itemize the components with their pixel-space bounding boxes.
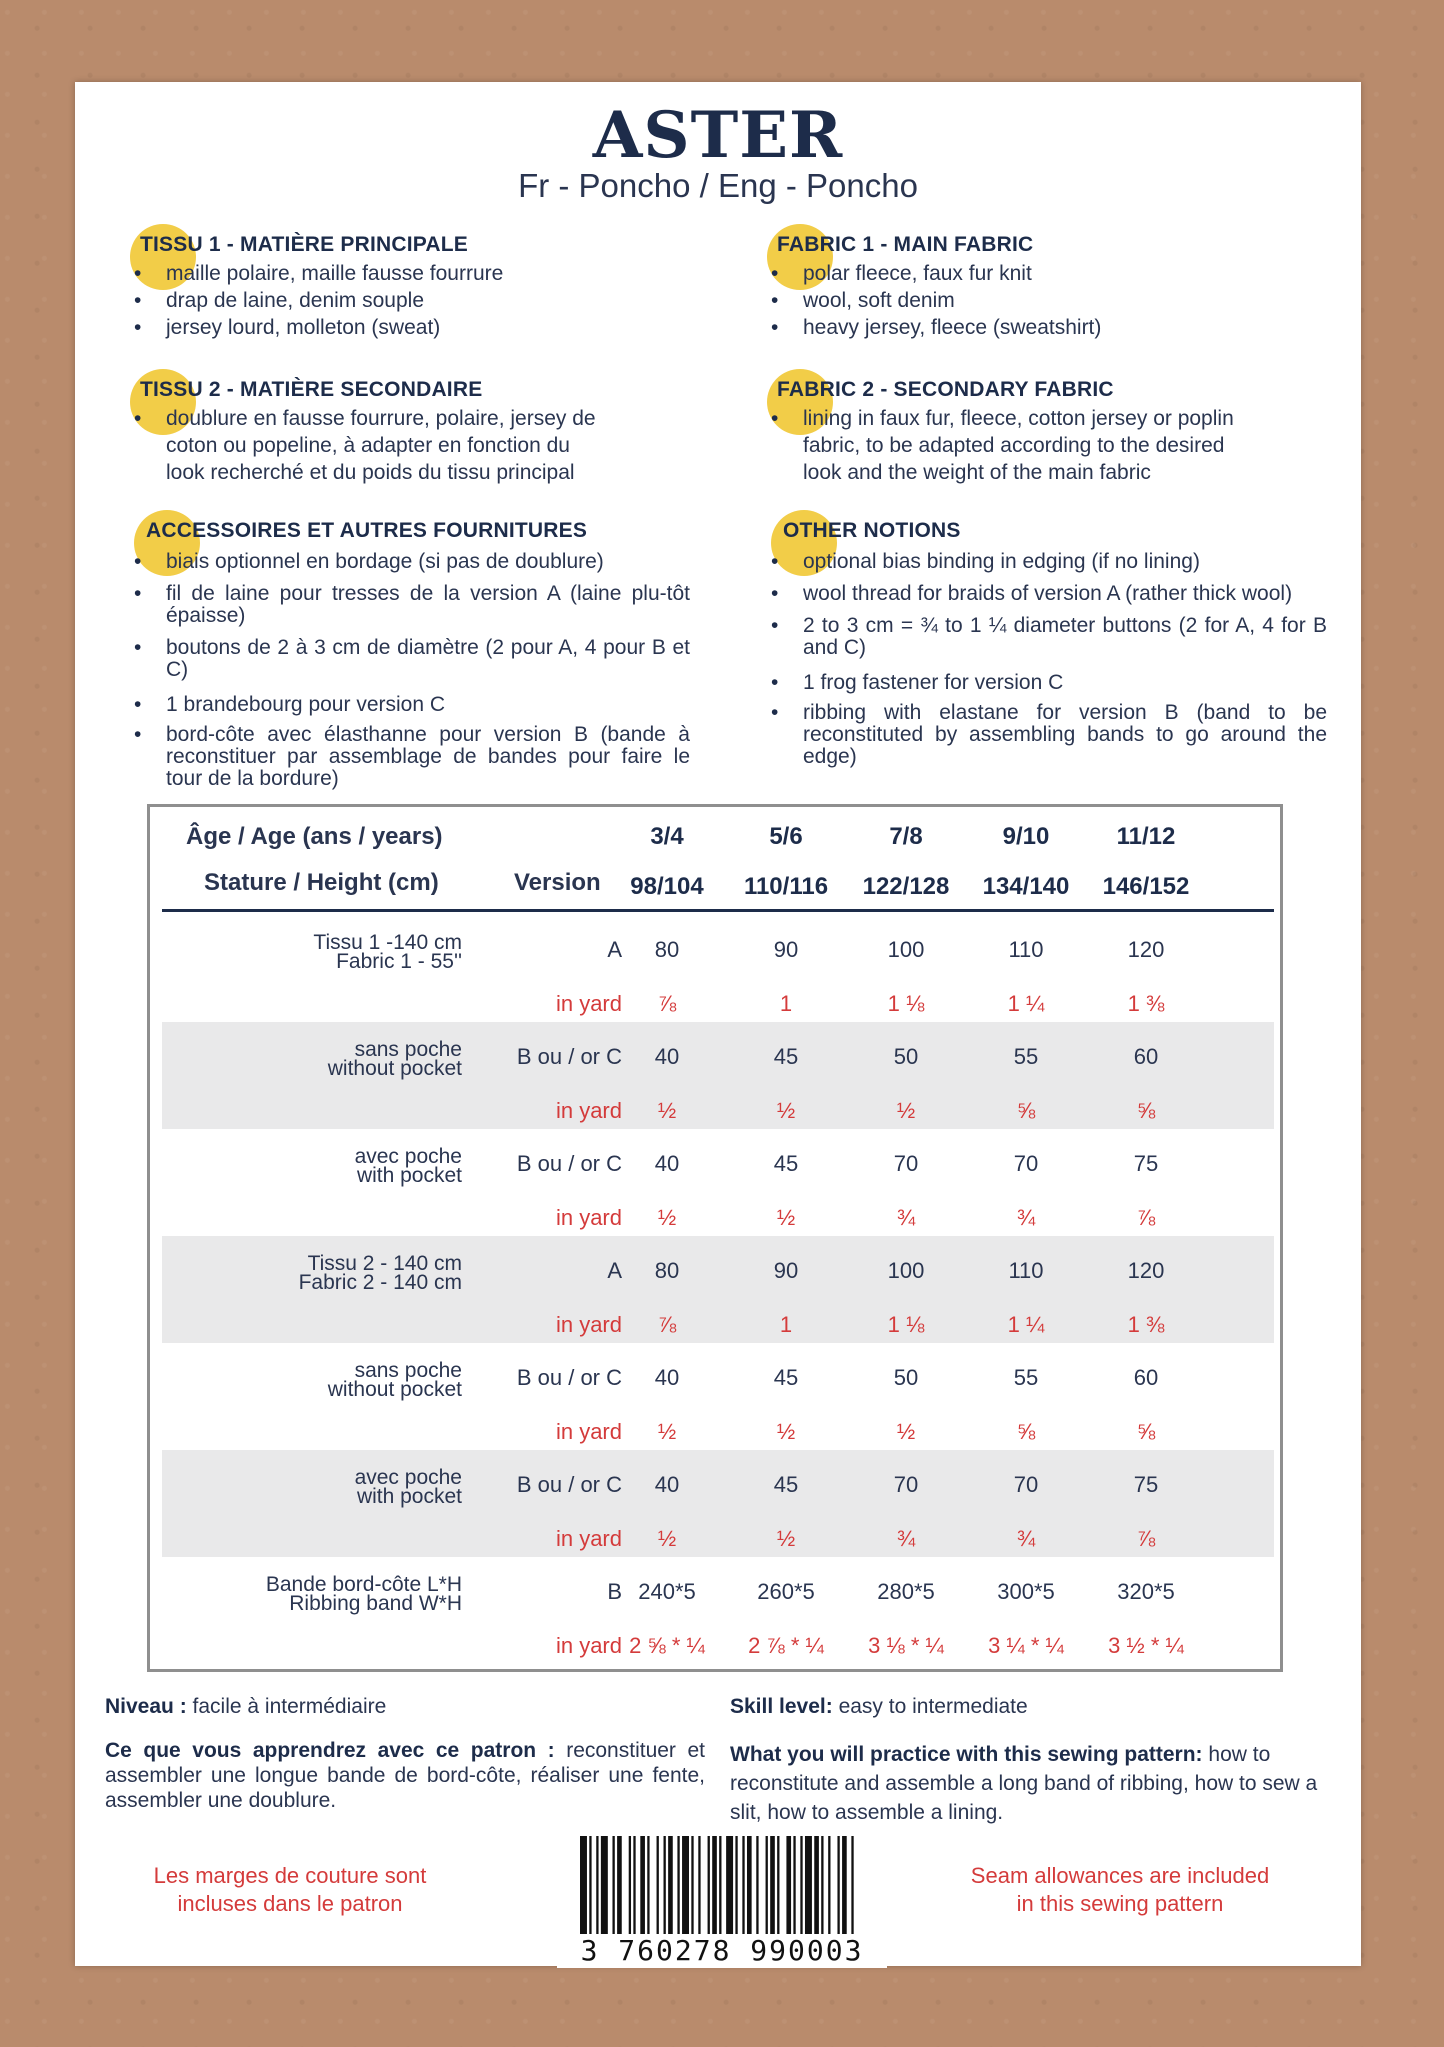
fr-seam-note — [135, 1862, 445, 1918]
en-level — [730, 1694, 1330, 1719]
table-row — [162, 1557, 1274, 1664]
row-label — [162, 1468, 462, 1506]
version-cell: B ou / or C — [516, 1365, 622, 1390]
yard-cell: ½ — [896, 1419, 916, 1444]
version-cell: B ou / or C — [516, 1044, 622, 1069]
row-label-line: with pocket — [356, 1485, 462, 1508]
version-cell: B ou / or C — [516, 1151, 622, 1176]
row-label-line: sans poche — [354, 1359, 462, 1382]
height-cell: 122/128 — [862, 873, 950, 900]
line: look and the weight of the main fabric — [803, 461, 1151, 484]
yard-cell: 1 — [779, 991, 793, 1016]
yard-cell: 3 ⅛ * ¼ — [868, 1633, 944, 1658]
yard-cell: ⅝ — [1136, 1419, 1156, 1444]
barcode-bar — [828, 1836, 830, 1936]
line: • doublure en fausse fourrure, polaire, jersey de — [166, 407, 596, 430]
yard-cell: ½ — [657, 1419, 677, 1444]
barcode-bar — [814, 1836, 819, 1936]
barcode-bar — [682, 1836, 689, 1936]
list-item: • jersey lourd, molleton (sweat) — [166, 314, 690, 341]
cm-cell: 240*5 — [638, 1579, 696, 1604]
yard-cell: ¾ — [1016, 1205, 1036, 1230]
list-item: • drap de laine, denim souple — [166, 287, 690, 314]
yard-cell: ½ — [896, 1098, 916, 1123]
list-item: • 1 frog fastener for version C — [803, 669, 1327, 696]
cm-cell: 100 — [887, 1258, 925, 1283]
fr-fabric2-heading: TISSU 2 - MATIÈRE SECONDAIRE — [140, 378, 483, 401]
yard-cell: ⅝ — [1016, 1098, 1036, 1123]
age-cell: 9/10 — [1002, 823, 1050, 850]
en-fabric1-section — [767, 230, 1327, 341]
yard-cell: ½ — [657, 1526, 677, 1551]
row-label-line: Fabric 2 - 140 cm — [298, 1271, 462, 1294]
cm-cell: 90 — [773, 1258, 799, 1283]
fr-fabric1-section — [130, 230, 690, 341]
barcode-number: 3 760278 990003 — [557, 1934, 887, 1968]
height-cell: 110/116 — [743, 873, 829, 900]
cm-cell: 40 — [654, 1151, 680, 1176]
fr-level-value: facile à intermédiaire — [186, 1695, 387, 1718]
yard-cell: ⅞ — [1136, 1526, 1156, 1551]
version-cell: B — [607, 1579, 622, 1604]
cm-cell: 45 — [773, 1151, 799, 1176]
page-title: ASTER — [592, 98, 844, 173]
list-item: • optional bias binding in edging (if no lining) — [803, 548, 1327, 575]
barcode-bar — [712, 1836, 717, 1936]
en-level-label: Skill level: — [730, 1695, 833, 1718]
cm-cell: 45 — [773, 1044, 799, 1069]
cm-cell: 120 — [1127, 1258, 1165, 1283]
barcode-bar — [677, 1836, 679, 1936]
barcode-bar — [596, 1836, 598, 1936]
table-row — [162, 1343, 1274, 1450]
yard-cell: ½ — [776, 1205, 796, 1230]
row-label-line: Tissu 1 -140 cm — [313, 931, 462, 954]
list-item: • bord-côte avec élasthanne pour version B (bande à reconstituer par assemblage de bandes pour faire le tour de la bordure) — [166, 724, 690, 790]
barcode-bar — [851, 1836, 853, 1948]
cm-cell: 300*5 — [997, 1579, 1055, 1604]
yard-cell: 2 ⅞ * ¼ — [748, 1633, 824, 1658]
yard-cell: ¾ — [1016, 1526, 1036, 1551]
row-label — [162, 1147, 462, 1185]
row-label-line: without pocket — [327, 1057, 462, 1080]
yard-cell: ⅞ — [657, 1312, 677, 1337]
barcode-bar — [629, 1836, 631, 1936]
yard-label: in yard — [555, 1098, 622, 1123]
list-item: • wool thread for braids of version A (rather thick wool) — [803, 583, 1327, 605]
age-cell: 5/6 — [769, 823, 803, 850]
list-item: • heavy jersey, fleece (sweatshirt) — [803, 314, 1327, 341]
cm-cell: 50 — [893, 1365, 919, 1390]
yard-cell: ½ — [657, 1205, 677, 1230]
fr-notions-heading: ACCESSOIRES ET AUTRES FOURNITURES — [146, 519, 588, 542]
fr-fabric2-list — [130, 405, 690, 486]
barcode-bar — [668, 1836, 673, 1936]
en-level-value: easy to intermediate — [832, 1695, 1028, 1718]
barcode-bar — [756, 1836, 758, 1936]
row-label-line: with pocket — [356, 1164, 462, 1187]
barcode-bar — [805, 1836, 812, 1936]
yard-cell: ¾ — [896, 1526, 916, 1551]
yard-label: in yard — [555, 1205, 622, 1230]
cm-cell: 70 — [1013, 1151, 1039, 1176]
cm-cell: 40 — [654, 1365, 680, 1390]
barcode-bar — [698, 1836, 700, 1936]
yard-cell: 1 ¼ — [1007, 1312, 1045, 1337]
cm-cell: 110 — [1008, 937, 1044, 962]
cm-cell: 40 — [654, 1472, 680, 1497]
en-learn-label: What you will practice with this sewing pattern: — [730, 1743, 1203, 1766]
yard-cell: ½ — [776, 1526, 796, 1551]
barcode-bar — [842, 1836, 847, 1936]
barcode-bar — [719, 1836, 721, 1948]
yard-label: in yard — [555, 1312, 622, 1337]
row-label-line: without pocket — [327, 1378, 462, 1401]
en-fabric1-list — [767, 260, 1327, 341]
row-label-line: Ribbing band W*H — [289, 1592, 462, 1615]
yard-cell: 3 ½ * ¼ — [1108, 1633, 1184, 1658]
height-label: Stature / Height (cm) — [204, 869, 439, 896]
age-label: Âge / Age (ans / years) — [186, 823, 443, 850]
list-item: • 2 to 3 cm = ¾ to 1 ¼ diameter buttons (2 for A, 4 for B and C) — [803, 615, 1327, 659]
table-row — [162, 915, 1274, 1022]
barcode-bar — [766, 1836, 768, 1936]
en-fabric2-heading: FABRIC 2 - SECONDARY FABRIC — [777, 378, 1114, 401]
cm-cell: 60 — [1133, 1044, 1159, 1069]
cm-cell: 70 — [1013, 1472, 1039, 1497]
yard-cell: ⅝ — [1016, 1419, 1036, 1444]
yard-cell: ½ — [657, 1098, 677, 1123]
list-item — [166, 405, 690, 486]
barcode-bar — [837, 1836, 839, 1936]
header-divider — [162, 909, 1274, 912]
list-item: • biais optionnel en bordage (si pas de doublure) — [166, 548, 690, 575]
cm-cell: 90 — [773, 937, 799, 962]
cm-cell: 280*5 — [877, 1579, 935, 1604]
age-cell: 3/4 — [650, 823, 684, 850]
row-label-line: Fabric 1 - 55'' — [336, 950, 462, 973]
list-item: • polar fleece, faux fur knit — [803, 260, 1327, 287]
height-cell: 146/152 — [1102, 873, 1190, 900]
yard-cell: 1 ⅛ — [887, 991, 925, 1016]
line: in this sewing pattern — [1016, 1891, 1224, 1916]
fr-learn — [105, 1738, 705, 1813]
row-label-line: Bande bord-côte L*H — [265, 1573, 462, 1596]
line: coton ou popeline, à adapter en fonction du — [166, 434, 570, 457]
barcode-bar — [691, 1836, 693, 1936]
fr-notions-list — [130, 548, 690, 790]
fr-learn-label: Ce que vous apprendrez avec ce patron : — [105, 1739, 555, 1762]
cm-cell: 75 — [1133, 1472, 1159, 1497]
list-item: • wool, soft denim — [803, 287, 1327, 314]
barcode-bar — [777, 1836, 779, 1936]
en-fabric1-heading: FABRIC 1 - MAIN FABRIC — [777, 233, 1034, 256]
version-cell: A — [607, 937, 622, 962]
row-label-line: avec poche — [354, 1466, 462, 1489]
version-cell: A — [607, 1258, 622, 1283]
barcode-bar — [657, 1836, 659, 1936]
row-label — [162, 1254, 462, 1292]
version-cell: B ou / or C — [516, 1472, 622, 1497]
barcode-bar — [601, 1836, 608, 1936]
cm-cell: 45 — [773, 1365, 799, 1390]
barcode-bar — [793, 1836, 795, 1936]
yard-cell: ⅝ — [1136, 1098, 1156, 1123]
yard-cell: 1 ⅛ — [887, 1312, 925, 1337]
cm-cell: 120 — [1127, 937, 1165, 962]
en-notions-heading: OTHER NOTIONS — [783, 519, 961, 542]
barcode-bar — [747, 1836, 752, 1936]
yard-cell: 1 ⅜ — [1127, 991, 1165, 1016]
barcode-bar — [640, 1836, 645, 1936]
yard-label: in yard — [555, 991, 622, 1016]
barcode-bar — [617, 1836, 622, 1936]
fr-learn-value: reconstituer et assembler une longue bande de bord-côte, réaliser une fente, assembler une doublure. — [105, 1739, 705, 1812]
yard-cell: 1 ⅜ — [1127, 1312, 1165, 1337]
yard-label: in yard — [555, 1633, 622, 1658]
row-label — [162, 1361, 462, 1399]
row-label-line: sans poche — [354, 1038, 462, 1061]
yard-cell: 3 ¼ * ¼ — [988, 1633, 1064, 1658]
cm-cell: 260*5 — [757, 1579, 815, 1604]
cm-cell: 70 — [893, 1151, 919, 1176]
cm-cell: 50 — [893, 1044, 919, 1069]
age-cell: 7/8 — [889, 823, 923, 850]
barcode-bar — [726, 1836, 733, 1936]
cm-cell: 40 — [654, 1044, 680, 1069]
fr-level — [105, 1694, 705, 1719]
en-fabric2-list — [767, 405, 1327, 486]
yard-label: in yard — [555, 1526, 622, 1551]
list-item: • 1 brandebourg pour version C — [166, 691, 690, 718]
yard-cell: 1 — [779, 1312, 793, 1337]
line: • lining in faux fur, fleece, cotton jersey or poplin — [803, 407, 1234, 430]
barcode-bar — [612, 1836, 614, 1936]
cm-cell: 45 — [773, 1472, 799, 1497]
yard-cell: ½ — [776, 1419, 796, 1444]
list-item: • maille polaire, maille fausse fourrure — [166, 260, 690, 287]
version-label: Version — [514, 869, 601, 896]
en-learn — [730, 1740, 1330, 1827]
row-label-line: avec poche — [354, 1145, 462, 1168]
barcode-bar — [589, 1836, 591, 1948]
line: Seam allowances are included — [970, 1863, 1270, 1888]
en-notions-list — [767, 548, 1327, 768]
cm-cell: 320*5 — [1117, 1579, 1175, 1604]
yard-cell: 2 ⅝ * ¼ — [629, 1633, 705, 1658]
pattern-back-cover — [75, 82, 1361, 1966]
barcode-bar — [786, 1836, 791, 1936]
list-item: • ribbing with elastane for version B (band to be reconstituted by assembling bands to go around the edge) — [803, 702, 1327, 768]
yard-cell: ½ — [776, 1098, 796, 1123]
list-item: • boutons de 2 à 3 cm de diamètre (2 pour A, 4 pour B et C) — [166, 637, 690, 681]
list-item — [803, 405, 1327, 486]
yard-cell: ⅞ — [657, 991, 677, 1016]
row-label — [162, 933, 462, 971]
en-seam-note — [955, 1862, 1285, 1918]
fr-fabric1-list — [130, 260, 690, 341]
line: look recherché et du poids du tissu principal — [166, 461, 575, 484]
cm-cell: 100 — [887, 937, 925, 962]
en-fabric2-section — [767, 375, 1327, 486]
cm-cell: 110 — [1008, 1258, 1044, 1283]
table-row — [162, 1022, 1274, 1129]
line: incluses dans le patron — [177, 1891, 403, 1916]
barcode-bar — [647, 1836, 649, 1936]
barcode-bar — [735, 1836, 737, 1936]
row-label — [162, 1040, 462, 1078]
yard-label: in yard — [555, 1419, 622, 1444]
table-row — [162, 1450, 1274, 1557]
barcode-bar — [580, 1836, 587, 1948]
cm-cell: 55 — [1013, 1365, 1039, 1390]
cm-cell: 70 — [893, 1472, 919, 1497]
page-subtitle: Fr - Poncho / Eng - Poncho — [518, 167, 918, 204]
en-learn-value: how to reconstitute and assemble a long band of ribbing, how to sew a slit, how to assemble a lining. — [730, 1743, 1318, 1824]
height-cell: 134/140 — [982, 873, 1070, 900]
table-row — [162, 1236, 1274, 1343]
row-label — [162, 1575, 462, 1613]
height-cell: 98/104 — [630, 873, 704, 900]
barcode-bar — [800, 1836, 802, 1936]
fr-level-label: Niveau : — [105, 1695, 187, 1718]
fr-notions-section — [130, 516, 690, 796]
cm-cell: 80 — [654, 937, 680, 962]
barcode-bar — [664, 1836, 666, 1936]
list-item: • fil de laine pour tresses de la version A (laine plu-tôt épaisse) — [166, 583, 690, 627]
barcode-bar — [742, 1836, 744, 1936]
yard-cell: ⅞ — [1136, 1205, 1156, 1230]
line: Les marges de couture sont — [153, 1863, 427, 1888]
yard-cell: ¾ — [896, 1205, 916, 1230]
yard-cell: 1 ¼ — [1007, 991, 1045, 1016]
cm-cell: 60 — [1133, 1365, 1159, 1390]
fr-fabric2-section — [130, 375, 690, 486]
line: fabric, to be adapted according to the desired — [803, 434, 1225, 457]
age-cell: 11/12 — [1116, 823, 1176, 850]
cm-cell: 55 — [1013, 1044, 1039, 1069]
table-row — [162, 1129, 1274, 1236]
barcode-bar — [770, 1836, 775, 1936]
cm-cell: 80 — [654, 1258, 680, 1283]
barcode-bar — [821, 1836, 823, 1936]
barcode-bar — [708, 1836, 710, 1936]
barcode-bar — [633, 1836, 635, 1936]
cm-cell: 75 — [1133, 1151, 1159, 1176]
barcode-icon — [580, 1836, 856, 1948]
row-label-line: Tissu 2 - 140 cm — [307, 1252, 462, 1275]
fabric-requirements-table — [147, 804, 1283, 1672]
fr-fabric1-heading: TISSU 1 - MATIÈRE PRINCIPALE — [140, 233, 469, 256]
en-notions-section — [767, 516, 1327, 774]
